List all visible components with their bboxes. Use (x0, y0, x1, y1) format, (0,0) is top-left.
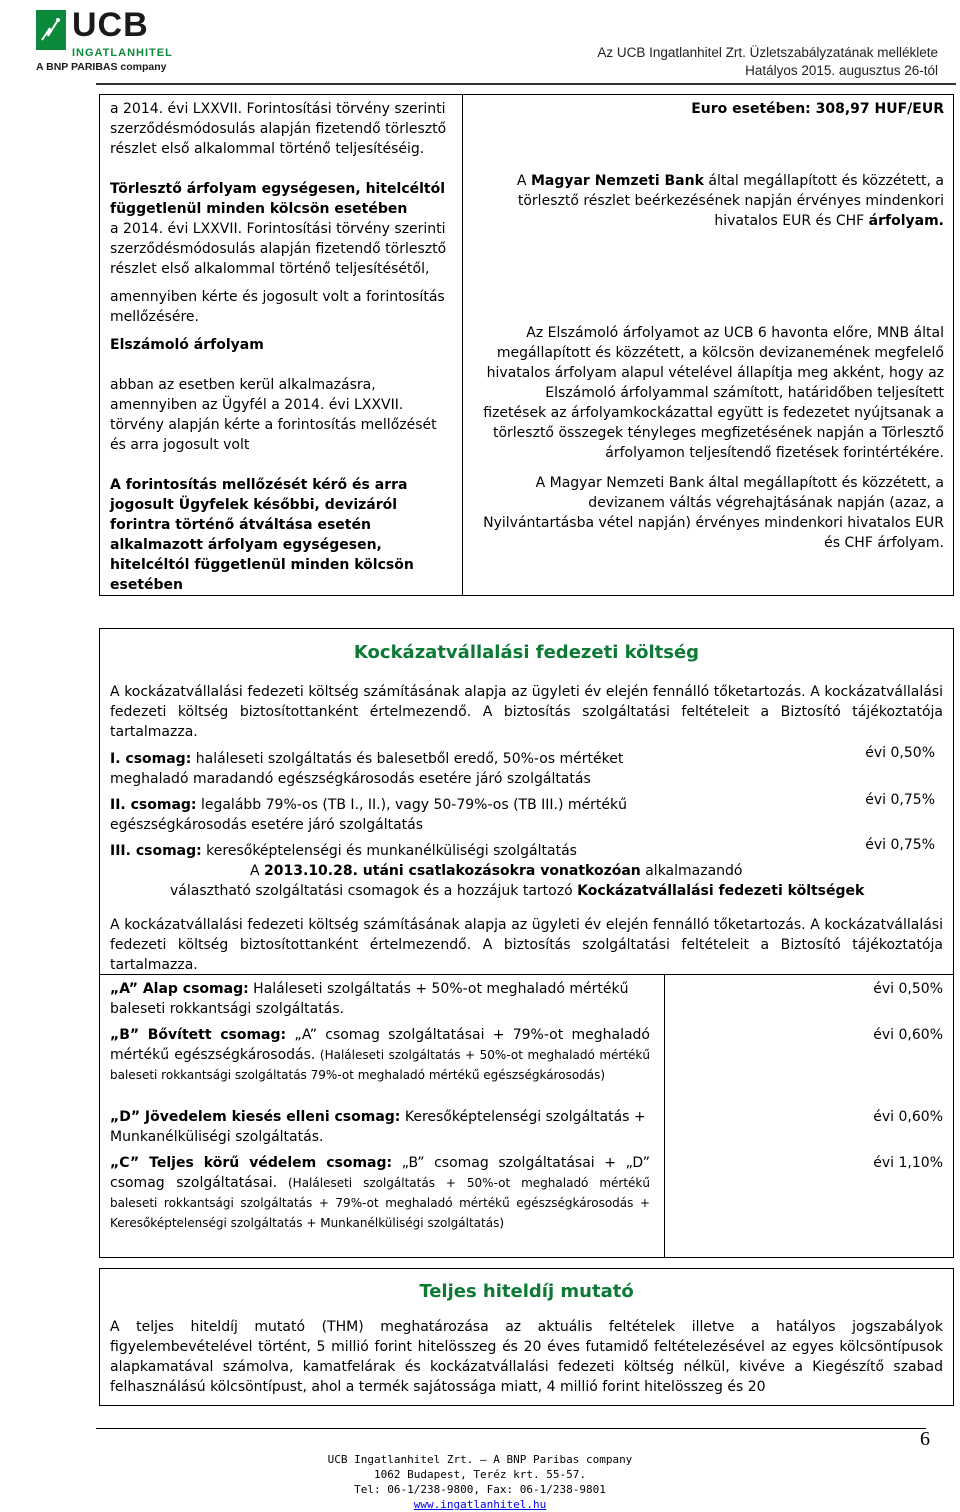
package-a-label: „A” Alap csomag: (110, 981, 249, 997)
package-c-label: „C” Teljes körű védelem csomag: (110, 1155, 393, 1171)
risk-section-title: Kockázatvállalási fedezeti költség (353, 642, 700, 663)
header-divider (96, 83, 956, 85)
package-row-1 (110, 749, 650, 789)
left-heading-3: Elszámoló árfolyam (110, 337, 264, 353)
logo-tagline: A BNP PARIBAS company (36, 61, 167, 73)
package-row-3 (110, 841, 670, 861)
header-title (597, 44, 938, 80)
left-heading-4: A forintosítás mellőzését kérő és arra jogosult Ügyfelek későbbi, devizáról forintra történő átváltása esetén alkalmazott árfolyam egységesen, hitelcéltól függetlenül minden kölcsön esetében (110, 477, 414, 593)
package-a-price: évi 0,50% (873, 981, 943, 997)
risk-subheading-2 (170, 881, 864, 901)
right-heading-1: Euro esetében: 308,97 HUF/EUR (691, 101, 944, 117)
table-right-cell (478, 99, 944, 553)
package-3-label: III. csomag: (110, 843, 202, 859)
package-b-note: (Haláleseti szolgáltatás + 50%-ot meghaladó mértékű baleseti rokkantsági szolgáltatás 79%-ot meghaladó mértékű egészségkárosodás) (110, 1048, 650, 1082)
footer-line-1: UCB Ingatlanhitel Zrt. – A BNP Paribas company (327, 1453, 633, 1466)
left-paragraph-1: a 2014. évi LXXVII. Forintosítási törvény szerinti szerződésmódosulás alapján fizetendő törlesztő részlet első alkalommal történő teljesítéséig. (110, 101, 447, 157)
left-paragraph-3: amennyiben kérte és jogosult volt a forintosítás mellőzésére. (110, 289, 445, 325)
package-d-price: évi 0,60% (873, 1109, 943, 1125)
risk-subheading-1 (250, 861, 743, 881)
table-left-cell (110, 99, 455, 595)
package-c-row (110, 1153, 650, 1233)
risk-intro: A kockázatvállalási fedezeti költség számításának alapja az ügyleti év elején fennálló tőketartozás. A kockázatvállalási fedezeti költség biztosítottanként értelmezendő. A biztosítás szolgáltatási feltételeit a Biztosító tájékoztatója tartalmazza. (110, 684, 943, 740)
package-b-price: évi 0,60% (873, 1027, 943, 1043)
left-paragraph-2: a 2014. évi LXXVII. Forintosítási törvény szerinti szerződésmódosulás alapján fizetendő törlesztő részlet első alkalommal történő teljesítésétől, (110, 221, 447, 277)
package-d-text: Keresőképtelenségi szolgáltatás + Munkanélküliségi szolgáltatás. (110, 1109, 646, 1145)
left-heading-2: Törlesztő árfolyam egységesen, hitelcéltól függetlenül minden kölcsön esetében (110, 181, 446, 217)
package-table-2 (100, 974, 953, 1258)
package-d-label: „D” Jövedelem kiesés elleni csomag: (110, 1109, 401, 1125)
table-column-divider (462, 95, 463, 595)
risk-sub-c: alkalmazandó (640, 863, 743, 879)
package-a-text: Haláleseti szolgáltatás + 50%-ot meghaladó mértékű baleseti rokkantsági szolgáltatás. (110, 981, 629, 1017)
left-paragraph-4: abban az esetben kerül alkalmazásra, amennyiben az Ügyfél a 2014. évi LXXVII. törvény alapján kérte a forintosítás mellőzését és arra jogosult volt (110, 377, 437, 453)
thm-text: A teljes hiteldíj mutató (THM) meghatározása az aktuális feltételek illetve a hatályos jogszabályok figyelembevételével történt, 5 millió forint hitelösszeg és 20 éves futamidő feltételezésével az egyes kölcsöntípusok alapkamatával számolva, kamatfelárak és kockázatvállalási fedezeti költség nélkül, kivéve a Kiegészítő szabad felhasználású kölcsöntípust, ahol a termék sajátossága miatt, 4 millió forint hitelösszeg és 20 (110, 1319, 943, 1395)
exchange-rate-table (99, 94, 954, 596)
package-c-note: (Haláleseti szolgáltatás + 50%-ot meghaladó mértékű baleseti rokkantsági szolgáltatás + 79%-ot meghaladó mértékű egészségkárosodás + Keresőképtelenségi szolgáltatás + Munkanélküliségi szolgáltatás) (110, 1176, 650, 1230)
package-2-price: évi 0,75% (865, 792, 935, 808)
package-3-price: évi 0,75% (865, 837, 935, 853)
footer-divider (96, 1428, 926, 1429)
footer-line-3: Tel: 06-1/238-9800, Fax: 06-1/238-9801 (354, 1483, 606, 1496)
footer-website-link[interactable]: www.ingatlanhitel.hu (413, 1498, 547, 1511)
risk-sub2-a: választható szolgáltatási csomagok és a hozzájuk tartozó (170, 883, 578, 899)
ucb-logo (36, 6, 186, 78)
header-title-line1: Az UCB Ingatlanhitel Zrt. Üzletszabályzatának melléklete (597, 45, 938, 60)
risk-section (99, 628, 954, 1258)
logo-text: UCB (72, 6, 149, 44)
package-2-text: legalább 79%-os (TB I., II.), vagy 50-79%-os (TB III.) mértékű egészségkárosodás esetére járó szolgáltatás (110, 797, 627, 833)
package-b-label: „B” Bővített csomag: (110, 1027, 287, 1043)
logo-subtitle: INGATLANHITEL (72, 47, 173, 59)
risk-intro-2: A kockázatvállalási fedezeti költség számításának alapja az ügyleti év elején fennálló tőketartozás. A kockázatvállalási fedezeti költség biztosítottanként értelmezendő. A biztosítás szolgáltatási feltételeit a Biztosító tájékoztatója tartalmazza. (110, 917, 943, 973)
package-1-price: évi 0,50% (865, 745, 935, 761)
package-1-label: I. csomag: (110, 751, 192, 767)
package-c-price: évi 1,10% (873, 1155, 943, 1171)
page-number: 6 (920, 1428, 930, 1450)
package-table-divider (664, 975, 665, 1258)
right-p1-b: Magyar Nemzeti Bank (530, 173, 704, 189)
right-p1-c: által megállapított és közzétett, a törlesztő részlet beérkezésének napján érvényes mindenkori hivatalos EUR és CHF (517, 173, 944, 229)
thm-section (99, 1268, 954, 1406)
package-row-2 (110, 795, 650, 835)
header-title-line2: Hatályos 2015. augusztus 26-tól (745, 63, 938, 78)
thm-section-title: Teljes hiteldíj mutató (419, 1281, 634, 1302)
package-a-row (110, 979, 650, 1019)
package-1-text: haláleseti szolgáltatás és balesetből eredő, 50%-os mértéket meghaladó maradandó egészségkárosodás esetére járó szolgáltatás (110, 751, 624, 787)
risk-sub-b: 2013.10.28. utáni csatlakozásokra vonatkozóan (264, 863, 641, 879)
package-b-row (110, 1025, 650, 1085)
package-c-text: „B” csomag szolgáltatásai + „D” csomag szolgáltatásai. (110, 1155, 650, 1191)
right-paragraph-3: A Magyar Nemzeti Bank által megállapított és közzétett, a devizanem váltás végrehajtásának napján (azaz, a Nyilvántartásba vétel napján) érvényes mindenkori hivatalos EUR és CHF árfolyam. (483, 475, 944, 551)
risk-sub-a: A (250, 863, 265, 879)
right-paragraph-1 (478, 171, 944, 231)
right-p1-d: árfolyam. (868, 213, 944, 229)
footer (0, 1452, 960, 1512)
right-p1-a: A (516, 173, 531, 189)
package-2-label: II. csomag: (110, 797, 197, 813)
footer-line-2: 1062 Budapest, Teréz krt. 55-57. (374, 1468, 586, 1481)
right-paragraph-2: Az Elszámoló árfolyamot az UCB 6 havonta előre, MNB által megállapított és közzétett, a kölcsön devizanemének megfelelő hivatalos árfolyam alapul vételével állapítja meg akként, hogy az Elszámoló árfolyammal számított, határidőben teljesített fizetések az árfolyamkockázattal együtt is fedezetet nyújtsanak a törlesztő összegek tényleges megfizetésének napján a Törlesztő árfolyamon teljesítendő fizetések forintértékére. (483, 325, 944, 461)
risk-sub2-b: Kockázatvállalási fedezeti költségek (577, 883, 865, 899)
ucb-logo-mark-icon (36, 10, 66, 50)
package-b-text: „A” csomag szolgáltatásai + 79%-ot meghaladó mértékű egészségkárosodás. (110, 1027, 650, 1063)
package-3-text: keresőképtelenségi és munkanélküliségi szolgáltatás (201, 843, 577, 859)
package-d-row (110, 1107, 650, 1147)
